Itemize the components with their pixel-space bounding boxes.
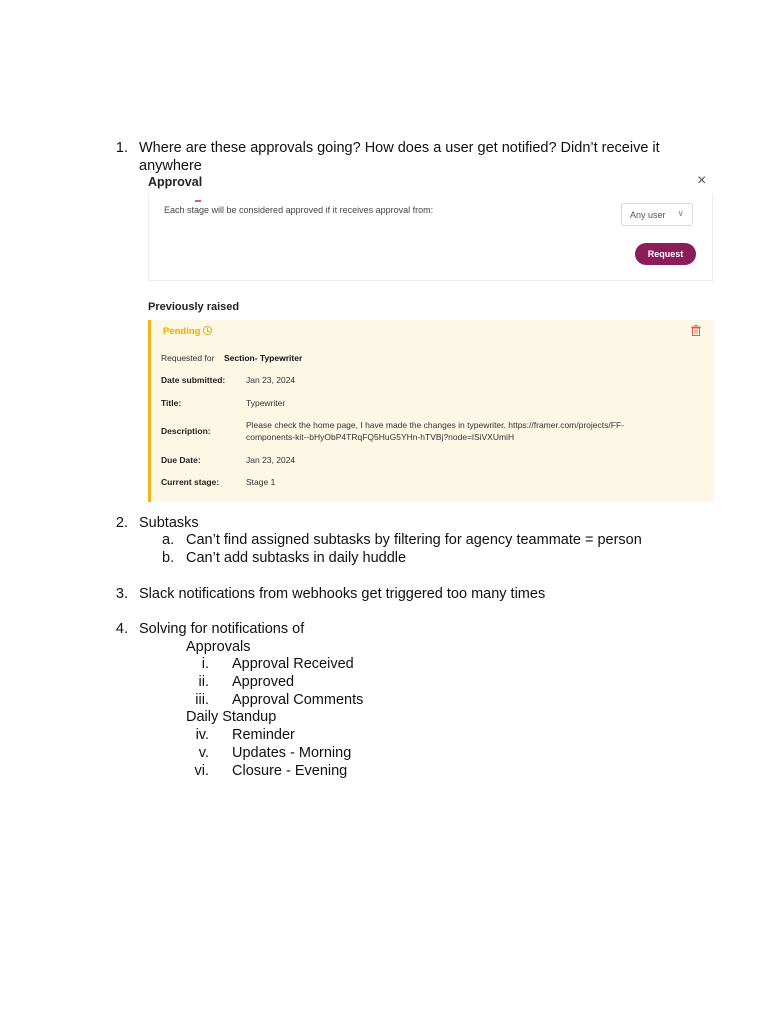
- roman-item-text: Approved: [232, 674, 295, 690]
- trash-icon[interactable]: [691, 325, 701, 339]
- approver-select[interactable]: [621, 203, 693, 226]
- roman-item-text: Updates - Morning: [232, 745, 352, 761]
- approval-request-card: [148, 320, 714, 502]
- field-label: Title:: [161, 398, 182, 408]
- list-item-text: Where are these approvals going? How does a user get notified? Didn’t receive it: [139, 140, 660, 156]
- status-badge: Pending: [163, 326, 201, 337]
- roman-numeral: iii.: [195, 692, 209, 708]
- group-heading: Daily Standup: [186, 709, 277, 725]
- sublist-item-text: Can’t add subtasks in daily huddle: [186, 550, 407, 566]
- list-item-text: Solving for notifications of: [139, 621, 305, 637]
- roman-numeral: iv.: [195, 727, 209, 743]
- list-item-text-cont: anywhere: [139, 158, 202, 174]
- roman-item-text: Reminder: [232, 727, 295, 743]
- roman-numeral: v.: [198, 745, 209, 761]
- roman-item-text: Approval Received: [232, 656, 354, 672]
- approver-select-value: Any user: [630, 210, 666, 220]
- field-value: Stage 1: [246, 477, 276, 487]
- list-number: 2.: [115, 515, 128, 531]
- sublist-letter: a.: [162, 532, 175, 548]
- requested-for-value: Section- Typewriter: [224, 353, 303, 363]
- request-button[interactable]: Request: [635, 243, 696, 265]
- sublist-letter: b.: [162, 550, 175, 566]
- field-value: Jan 23, 2024: [246, 455, 296, 465]
- roman-item-text: Closure - Evening: [232, 763, 348, 779]
- clock-icon: [203, 326, 212, 335]
- roman-item-text: Approval Comments: [232, 692, 364, 708]
- list-item-text: Subtasks: [139, 515, 199, 531]
- field-value: Typewriter: [246, 398, 286, 408]
- roman-numeral: i.: [201, 656, 209, 672]
- group-heading: Approvals: [186, 639, 251, 655]
- field-label: Description:: [161, 426, 211, 436]
- list-item-text: Slack notifications from webhooks get triggered too many times: [139, 586, 546, 602]
- field-value: Please check the home page, I have made the changes in typewriter. https://framer.com/projects/FF-: [246, 420, 624, 430]
- field-label: Due Date:: [161, 455, 201, 465]
- field-value: Jan 23, 2024: [246, 375, 296, 385]
- approval-title: Approval: [148, 175, 203, 189]
- list-number: 1.: [115, 140, 128, 156]
- field-label: Current stage:: [161, 477, 220, 487]
- list-number: 4.: [115, 621, 128, 637]
- approval-screenshot: [140, 170, 718, 508]
- required-marker: [195, 200, 201, 202]
- list-number: 3.: [115, 586, 128, 602]
- field-value-cont: components-kit--bHyObP4TRqFQ5HuG5YHn-hTVBj?node=lSiVXUmiH: [246, 432, 515, 442]
- previously-raised-heading: Previously raised: [148, 301, 240, 313]
- close-icon[interactable]: ×: [697, 172, 707, 189]
- roman-numeral: vi.: [194, 763, 209, 779]
- roman-numeral: ii.: [198, 674, 209, 690]
- chevron-down-icon: ∨: [677, 208, 684, 218]
- stage-approval-text: Each stage will be considered approved if it receives approval from:: [164, 205, 434, 215]
- sublist-item-text: Can’t find assigned subtasks by filtering for agency teammate = person: [186, 532, 642, 548]
- field-label: Date submitted:: [161, 375, 226, 385]
- requested-for-label: Requested for: [161, 353, 215, 363]
